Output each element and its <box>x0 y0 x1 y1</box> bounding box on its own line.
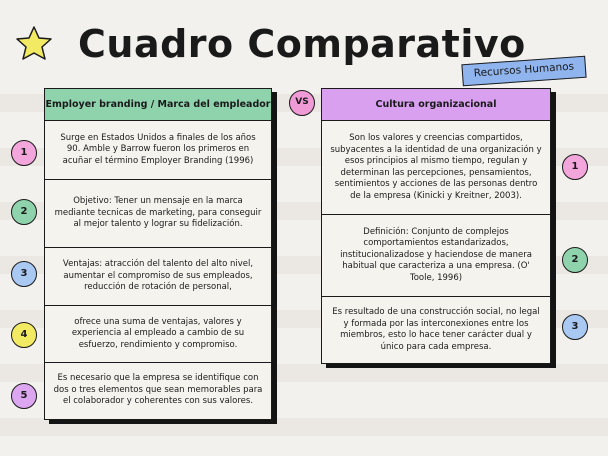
number-badge: 1 <box>11 140 37 166</box>
topic-tag: Recursos Humanos <box>461 56 586 87</box>
right-row <box>322 297 550 363</box>
number-badge: 2 <box>11 199 37 225</box>
vs-badge: VS <box>289 90 315 116</box>
left-row-text: Es necesario que la empresa se identifique con dos o tres elementos que sean memorables para el colaborador y coherentes con sus valores. <box>53 373 263 407</box>
left-row <box>45 121 271 180</box>
left-row <box>45 248 271 306</box>
number-badge: 2 <box>562 247 588 273</box>
right-row <box>322 215 550 297</box>
left-row-text: Ventajas: atracción del talento del alto nivel, aumentar el compromiso de sus empleados, reducción de rotación de personal, <box>62 259 254 293</box>
left-row-text: Surge en Estados Unidos a finales de los años 90. Amble y Barrow fueron los primeros en acuñar el término Employer Branding (1996) <box>60 132 256 166</box>
right-row <box>322 121 550 215</box>
number-badge: 3 <box>11 261 37 287</box>
left-row <box>45 363 271 418</box>
number-badge: 4 <box>11 322 37 348</box>
left-column-header: Employer branding / Marca del empleador <box>45 89 271 121</box>
left-row-text: ofrece una suma de ventajas, valores y experiencia al empleado a cambio de su esfuerzo, rendimiento y compromiso. <box>71 316 245 350</box>
right-row-text: Definición: Conjunto de complejos comportamientos estandarizados, institucionalizadose y haciendose de manera habitual que caracteriza a una empresa. (O' Toole, 1996) <box>340 226 532 283</box>
star-icon <box>16 26 52 60</box>
right-row-text: Son los valores y creencias compartidos, subyacentes a la identidad de una organización y esos principios al mismo tiempo, regulan y determinan las percepciones, pensamientos, sentimientos y acciones de las personas dentro de la empresa (Kinicki y Kreitner, 2003). <box>330 133 542 201</box>
number-badge: 3 <box>562 314 588 340</box>
right-column-header: Cultura organizacional <box>322 89 550 121</box>
right-row-text: Es resultado de una construcción social, no legal y formada por las interconexiones entre los miembros, esto lo hace tener carácter dual y único para cada empresa. <box>332 307 540 352</box>
right-column <box>321 88 551 364</box>
left-column <box>44 88 272 420</box>
number-badge: 1 <box>562 154 588 180</box>
page-title: Cuadro Comparativo <box>78 22 526 66</box>
left-row-text: Objetivo: Tener un mensaje en la marca mediante tecnicas de marketing, para conseguir al mejor talento y lograr su fidelización. <box>54 196 262 230</box>
left-row <box>45 306 271 363</box>
number-badge: 5 <box>11 383 37 409</box>
left-row <box>45 180 271 248</box>
